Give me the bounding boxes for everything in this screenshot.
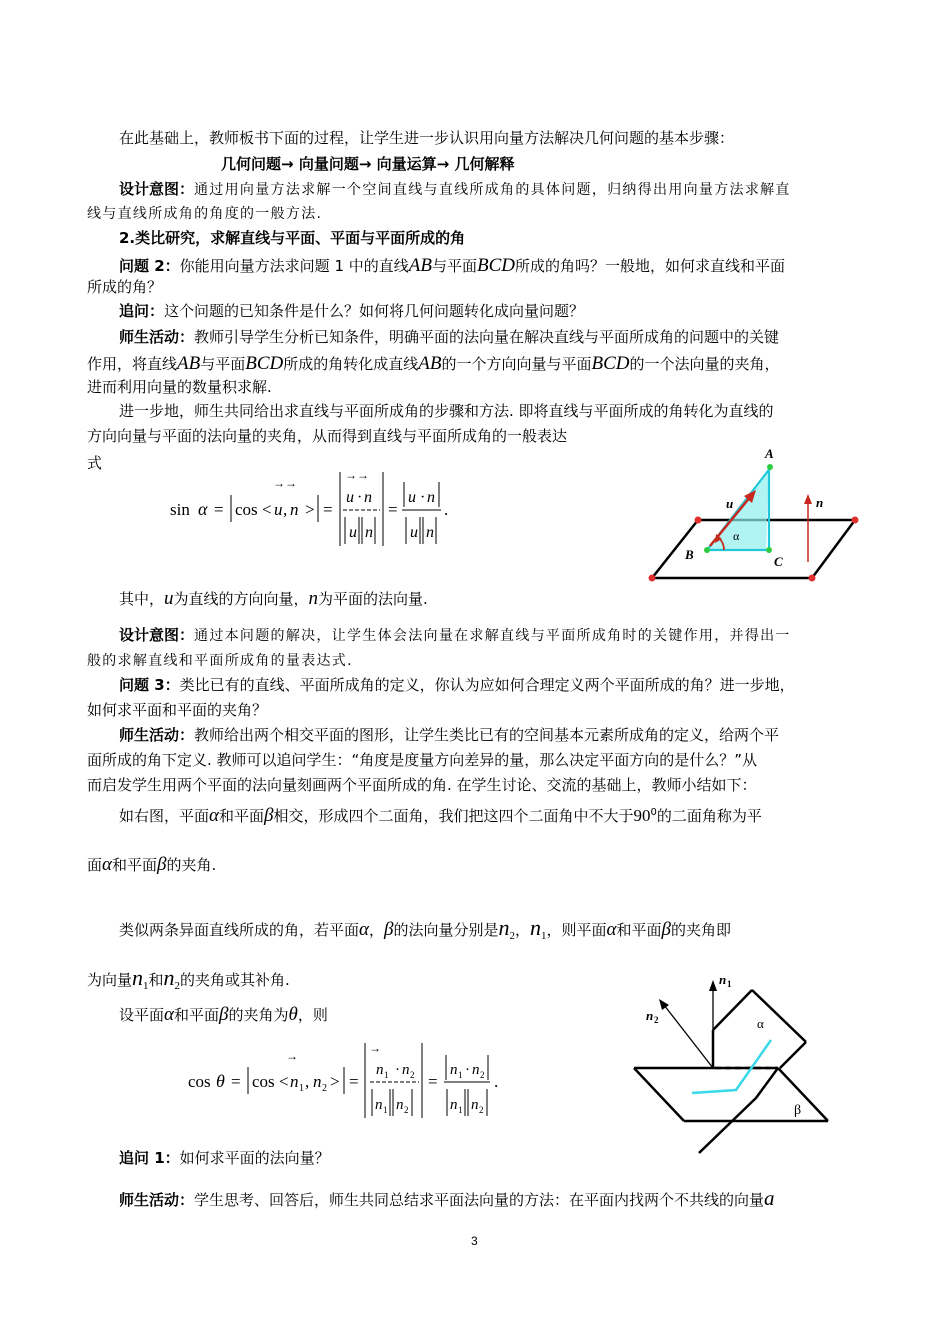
label-n1-sub: 1 xyxy=(727,979,732,989)
question-3 xyxy=(119,678,795,693)
question-text: 你能用向量方法求问题 1 中的直线 xyxy=(179,257,409,275)
question-2-line2: 所成的角？ xyxy=(87,278,163,296)
vector-arrow: → xyxy=(369,1041,381,1055)
symbol-beta: β xyxy=(219,1004,229,1025)
point-c xyxy=(766,547,772,553)
denominator-u: u xyxy=(349,524,357,541)
plane-beta-edge xyxy=(634,1068,684,1121)
activity-text: 作用，将直线 xyxy=(87,355,178,373)
vector-arrows: →→ xyxy=(273,476,297,490)
label-alpha: α xyxy=(733,529,740,543)
numerator-n2: n xyxy=(472,1062,480,1078)
degree-sup: 0 xyxy=(650,807,657,818)
def-text: 和平面 xyxy=(219,807,265,825)
numerator-dot: · xyxy=(357,489,363,506)
symbol-theta: θ xyxy=(288,1004,298,1025)
activity-text: 学生思考、回答后，师生共同总结求平面法向量的方法：在平面内找两个不共线的向量 xyxy=(194,1191,765,1209)
plane-alpha-edge xyxy=(713,990,752,1030)
where-text: 其中， xyxy=(119,590,165,608)
formula-cos-fn: cos xyxy=(252,1072,275,1091)
follow-up-label: 追问 1： xyxy=(119,1149,180,1167)
sub-1: 1 xyxy=(458,1105,463,1115)
label-b: B xyxy=(685,547,694,562)
denominator-n2: n xyxy=(396,1097,404,1113)
numerator-u: u xyxy=(408,489,416,506)
design-text: 通过用向量方法求解一个空间直线与直线所成角的具体问题，归纳得出用向量方法求解直 xyxy=(194,182,791,198)
flow-step-operation: 向量运算 xyxy=(376,155,437,173)
where-text: 为平面的法向量. xyxy=(318,590,428,608)
plane-corner-dot xyxy=(809,575,816,582)
formula-lt: < xyxy=(279,1072,289,1091)
activity-label: 师生活动： xyxy=(119,726,195,744)
plane-bcd: BCD xyxy=(477,255,515,276)
sub-1: 1 xyxy=(299,1083,304,1094)
formula-sin xyxy=(168,470,458,550)
label-a: A xyxy=(765,446,774,461)
similar-text: 的夹角即 xyxy=(671,921,732,939)
flow-step-geometry: 几何问题 xyxy=(221,155,282,173)
numerator-n1: n xyxy=(450,1062,458,1078)
design-label: 设计意图： xyxy=(119,626,195,644)
denominator-n1: n xyxy=(450,1097,458,1113)
formula-comma: , xyxy=(283,500,288,519)
activity-2-line2: 面所成的角下定义. 教师可以追问学生：“角度是度量方向差异的量，那么决定平面方向的是什么？”从 xyxy=(87,751,758,769)
symbol-n2: n xyxy=(163,965,175,990)
follow-up-2 xyxy=(119,1151,330,1166)
sub-2: 2 xyxy=(322,1083,327,1094)
activity-1 xyxy=(119,330,779,345)
label-n1: n xyxy=(719,972,727,987)
symbol-n2: n xyxy=(498,915,510,940)
symbol-a: a xyxy=(764,1186,775,1210)
formula-period: . xyxy=(444,500,449,519)
plane-alpha-edge xyxy=(780,1042,806,1068)
vector-arrows: →→ xyxy=(345,468,369,482)
denominator-n: n xyxy=(365,524,373,541)
set-text: 的夹角为 xyxy=(228,1006,289,1024)
definition-line2 xyxy=(87,855,216,874)
symbol-alpha: α xyxy=(102,854,112,875)
formula-gt: > xyxy=(305,500,315,519)
point-b xyxy=(704,547,710,553)
formula-eq: = xyxy=(349,1072,359,1091)
label-n2: n xyxy=(646,1008,654,1023)
def-text: 面 xyxy=(87,856,103,874)
formula-eq: = xyxy=(231,1072,241,1091)
formula-gt: > xyxy=(330,1072,340,1091)
design-text-line2: 线与直线所成角的角度的一般方法. xyxy=(87,206,323,222)
vector-arrow: → xyxy=(286,1049,298,1063)
follow-up-text: 如何求平面的法向量？ xyxy=(179,1149,330,1167)
activity-label: 师生活动： xyxy=(119,328,195,346)
follow-up-label: 追问： xyxy=(119,302,165,320)
method-flow xyxy=(221,157,515,172)
denominator-n1: n xyxy=(375,1097,383,1113)
activity-2-line3: 而启发学生用两个平面的法向量刻画两个平面所成的角. 在学生讨论、交流的基础上，教师小结如下： xyxy=(87,776,757,794)
symbol-u: u xyxy=(164,588,174,609)
question-label: 问题 3： xyxy=(119,676,180,694)
symbol-beta: β xyxy=(264,805,274,826)
figure-two-planes xyxy=(628,968,840,1170)
similar-text: ， xyxy=(369,921,385,939)
activity-text: 所成的角转化成直线 xyxy=(283,355,419,373)
symbol-alpha: α xyxy=(606,919,617,940)
normal-n2 xyxy=(664,1005,713,1068)
def-text: 和平面 xyxy=(112,856,158,874)
formula-sin-fn: sin xyxy=(170,500,190,519)
sub-1: 1 xyxy=(458,1070,463,1080)
section-heading: 2.类比研究，求解直线与平面、平面与平面所成的角 xyxy=(119,229,466,247)
flow-step-vector: 向量问题 xyxy=(298,155,359,173)
activity-2 xyxy=(119,728,779,743)
formula-lt: < xyxy=(262,500,272,519)
flow-step-interpret: 几何解释 xyxy=(454,155,515,173)
sub-1: 1 xyxy=(384,1070,389,1080)
sub-2: 2 xyxy=(404,1105,409,1115)
label-u: u xyxy=(726,496,734,511)
formula-eq: = xyxy=(388,500,398,519)
denominator-n2: n xyxy=(471,1097,479,1113)
plane-corner-dot xyxy=(695,517,702,524)
def-text: 的二面角称为平 xyxy=(656,807,762,825)
formula-cos-fn: cos xyxy=(235,500,258,519)
symbol-beta: β xyxy=(157,854,167,875)
question-text: 与平面 xyxy=(431,257,477,275)
formula-cos xyxy=(186,1040,506,1122)
label-alpha: α xyxy=(757,1016,764,1031)
normal-n1-arrowhead xyxy=(709,980,717,991)
figure-line-plane-angle xyxy=(640,440,870,590)
similar-text: 的法向量分别是 xyxy=(393,921,499,939)
activity-3 xyxy=(119,1188,775,1209)
design-text-line2: 般的求解直线和平面所成角的量表达式. xyxy=(87,653,353,669)
formula-eq: = xyxy=(323,500,333,519)
similar-text: 的夹角或其补角. xyxy=(180,971,290,989)
sub-2: 2 xyxy=(480,1070,485,1080)
symbol-alpha: α xyxy=(359,919,369,940)
paragraph-2-line1: 进一步地，师生共同给出求直线与平面所成角的步骤和方法. 即将直线与平面所成的角转化为直线的 xyxy=(119,402,774,420)
paragraph-2-line2: 方向向量与平面的法向量的夹角，从而得到直线与平面所成角的一般表达 xyxy=(87,427,568,445)
question-3-line2: 如何求平面和平面的夹角？ xyxy=(87,701,268,719)
activity-1-line3: 进而利用向量的数量积求解. xyxy=(87,378,272,396)
numerator-dot: · xyxy=(420,489,426,506)
numerator-n1: n xyxy=(376,1062,384,1078)
similar-text: ， xyxy=(515,921,531,939)
question-label: 问题 2： xyxy=(119,257,180,275)
similar-text: ，则平面 xyxy=(546,921,607,939)
formula-u: u xyxy=(274,500,283,519)
plane-bcd: BCD xyxy=(245,353,284,374)
set-angle-line xyxy=(119,1005,328,1024)
normal-n2-arrowhead xyxy=(659,999,669,1010)
symbol-alpha: α xyxy=(209,805,219,826)
degree-value: 90 xyxy=(633,806,651,825)
symbol-alpha: α xyxy=(164,1004,174,1025)
formula-period: . xyxy=(494,1072,499,1091)
formula-n1: n xyxy=(290,1072,299,1091)
plane-alpha-edge xyxy=(699,1098,756,1153)
label-c: C xyxy=(774,554,783,569)
activity-text: 教师给出两个相交平面的图形，让学生类比已有的空间基本元素所成角的定义，给两个平 xyxy=(194,726,780,744)
plane-bcd: BCD xyxy=(591,353,630,374)
symbol-n1: n xyxy=(530,915,542,940)
numerator-n: n xyxy=(427,489,435,506)
numerator-u: u xyxy=(346,489,354,506)
activity-text: 的一个方向向量与平面 xyxy=(441,355,592,373)
denominator-n: n xyxy=(426,524,434,541)
intro-paragraph: 在此基础上，教师板书下面的过程，让学生进一步认识用向量方法解决几何问题的基本步骤： xyxy=(119,129,735,147)
similar-text: 类似两条异面直线所成的角，若平面 xyxy=(119,921,360,939)
formula-alpha: α xyxy=(198,499,208,519)
follow-up-text: 这个问题的已知条件是什么？如何将几何问题转化成向量问题？ xyxy=(164,302,585,320)
def-text: 如右图，平面 xyxy=(119,807,210,825)
design-intent-1 xyxy=(119,182,791,197)
line-ab: AB xyxy=(177,353,201,374)
similar-text: 和平面 xyxy=(616,921,662,939)
line-ab: AB xyxy=(418,353,442,374)
label-n: n xyxy=(816,495,824,510)
similar-text: 为向量 xyxy=(87,971,133,989)
design-text: 通过本问题的解决，让学生体会法向量在求解直线与平面所成角时的关键作用，并得出一 xyxy=(194,628,791,644)
where-text: 为直线的方向向量， xyxy=(173,590,309,608)
flow-arrow: → xyxy=(436,155,450,173)
numerator-dot: · xyxy=(465,1062,470,1078)
design-intent-2 xyxy=(119,628,791,643)
def-text: 相交，形成四个二面角，我们把这四个二面角中不大于 xyxy=(273,807,634,825)
set-text: 和平面 xyxy=(174,1006,220,1024)
similar-text: 和 xyxy=(148,971,164,989)
subscript-2: 2 xyxy=(174,980,181,992)
sub-1: 1 xyxy=(383,1105,388,1115)
point-a xyxy=(767,464,773,470)
formula-comma: , xyxy=(305,1072,310,1091)
activity-text: 与平面 xyxy=(200,355,246,373)
page-number: 3 xyxy=(471,1234,478,1248)
formula-n2: n xyxy=(313,1072,322,1091)
sub-2: 2 xyxy=(410,1070,415,1080)
plane-corner-dot xyxy=(649,575,656,582)
similar-line2 xyxy=(87,967,290,992)
symbol-n1: n xyxy=(132,965,144,990)
plane-corner-dot xyxy=(852,517,859,524)
paragraph-2-line3: 式 xyxy=(87,454,103,472)
design-label: 设计意图： xyxy=(119,180,195,198)
subscript-1: 1 xyxy=(541,930,547,942)
question-text: 类比已有的直线、平面所成角的定义，你认为应如何合理定义两个平面所成的角？进一步地， xyxy=(179,676,795,694)
label-beta: β xyxy=(794,1103,802,1118)
denominator-u: u xyxy=(410,524,418,541)
formula-n: n xyxy=(290,500,299,519)
numerator-n2: n xyxy=(402,1062,410,1078)
follow-up-question xyxy=(119,304,584,319)
formula-cos-fn: cos xyxy=(188,1072,211,1091)
activity-1-line2 xyxy=(87,354,780,373)
formula-theta: θ xyxy=(216,1071,225,1091)
set-text: ，则 xyxy=(297,1006,328,1024)
label-n2-sub: 2 xyxy=(654,1015,659,1025)
definition-line1 xyxy=(119,806,762,825)
set-text: 设平面 xyxy=(119,1006,165,1024)
subscript-1: 1 xyxy=(143,980,149,992)
activity-text: 的一个法向量的夹角， xyxy=(629,355,780,373)
normal-arrowhead xyxy=(804,494,812,504)
question-text: 所成的角吗？一般地，如何求直线和平面 xyxy=(515,257,786,275)
symbol-beta: β xyxy=(384,919,394,940)
activity-label: 师生活动： xyxy=(119,1191,195,1209)
similar-line1 xyxy=(119,917,731,942)
activity-text: 教师引导学生分析已知条件，明确平面的法向量在解决直线与平面所成角的问题中的关键 xyxy=(194,328,780,346)
plane-beta-edge xyxy=(778,1068,828,1121)
intersection-line xyxy=(756,1068,778,1098)
subscript-2: 2 xyxy=(509,930,515,942)
sub-2: 2 xyxy=(479,1105,484,1115)
numerator-n: n xyxy=(364,489,372,506)
flow-arrow: → xyxy=(281,155,294,173)
formula-eq: = xyxy=(214,500,224,519)
symbol-beta: β xyxy=(661,919,671,940)
question-2 xyxy=(119,256,785,275)
where-line xyxy=(119,589,428,608)
plane-angle-mark xyxy=(692,1040,771,1093)
line-ab: AB xyxy=(408,255,432,276)
numerator-dot: · xyxy=(395,1062,400,1078)
formula-eq: = xyxy=(428,1072,438,1091)
symbol-n: n xyxy=(308,588,319,609)
flow-arrow: → xyxy=(358,155,372,173)
def-text: 的夹角. xyxy=(166,856,217,874)
